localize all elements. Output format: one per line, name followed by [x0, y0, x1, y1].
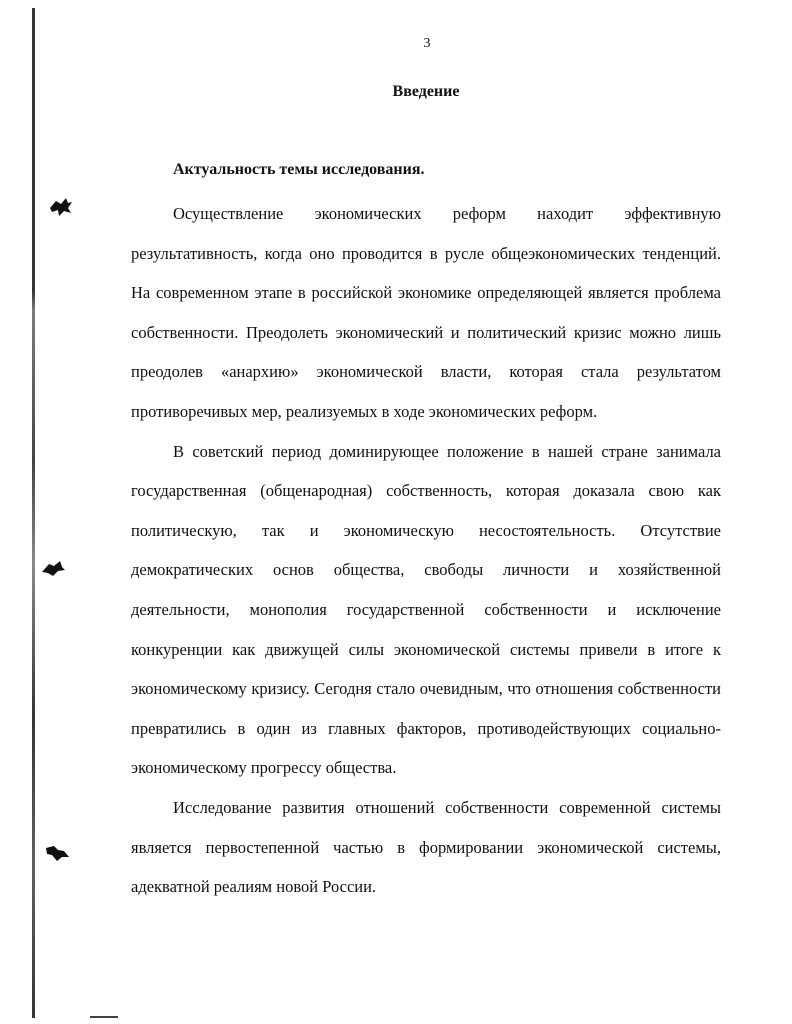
subsection-heading: Актуальность темы исследования. [173, 161, 425, 178]
scan-marker-icon [48, 196, 74, 218]
section-heading: Введение [392, 83, 460, 100]
paragraph-3: Исследование развития отношений собственности современной системы является первостепенной частью в формировании экономической системы, адекватной реалиям новой России. [131, 797, 721, 897]
body-text [131, 194, 721, 907]
scan-bottom-mark [90, 1016, 118, 1018]
scan-left-edge [32, 8, 35, 1018]
paragraph-1: Осуществление экономических реформ находит эффективную результативность, когда оно проводится в русле общеэкономических тенденций. На современном этапе в российской экономике определяющей является проблема собственности. Преодолеть экономический и политический кризис можно лишь преодолев «анархию» экономической власти, которая стала результатом противоречивых мер, реализуемых в ходе экономических реформ. [131, 204, 721, 421]
paragraph-2: В советский период доминирующее положение в нашей стране занимала государственная (общенародная) собственность, которая доказала свою как политическую, так и экономическую несостоятельность. Отсутствие демократических основ общества, свободы личности и хозяйственной деятельности, монополия государственной собственности и исключение конкуренции как движущей силы экономической системы привели в итоге к экономическому кризису. Сегодня стало очевидным, что отношения собственности превратились в один из главных факторов, противодействующих социально-экономическому прогрессу общества. [131, 441, 721, 778]
scan-marker-icon [40, 558, 66, 580]
page-number: 3 [423, 36, 431, 51]
scan-marker-icon [44, 842, 70, 864]
